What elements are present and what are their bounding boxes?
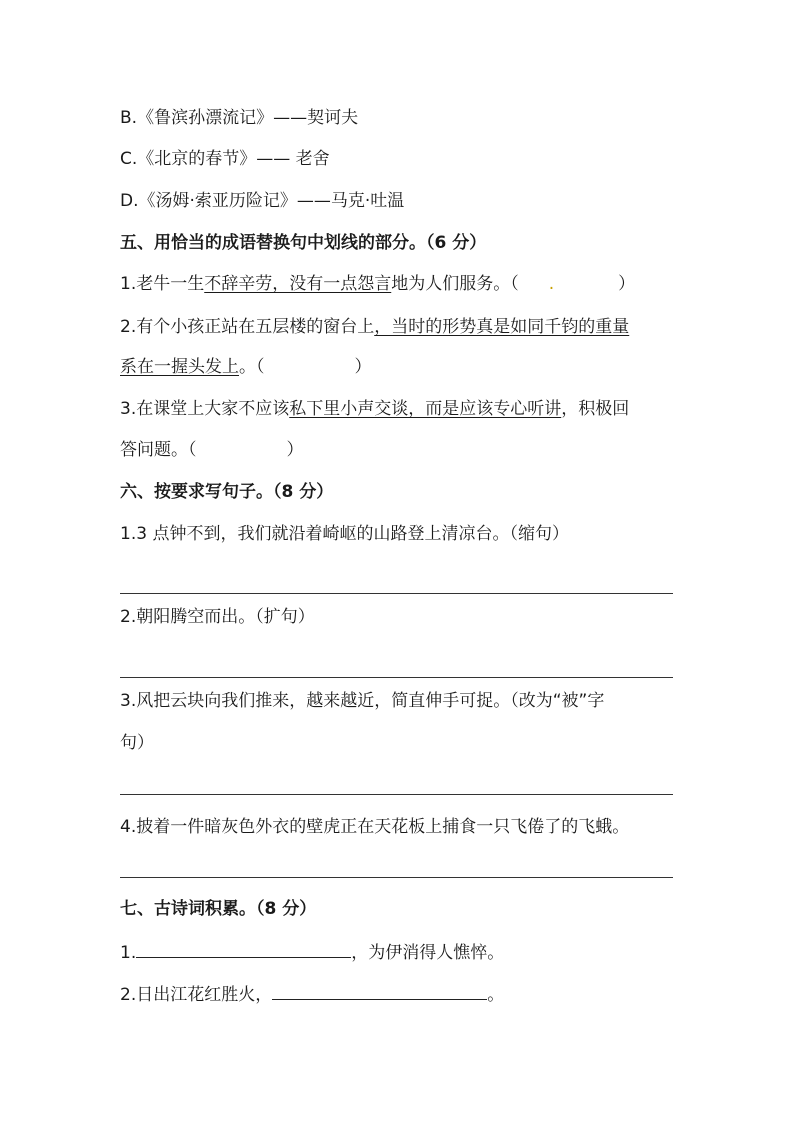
s7-q1-blank[interactable]: [136, 939, 351, 958]
section6-heading: 六、按要求写句子。（8 分）: [120, 482, 334, 502]
option-d: D.《汤姆·索亚历险记》——马克·吐温: [120, 191, 405, 211]
q3-underlined: 私下里小声交谈，而是应该专心听讲: [289, 399, 562, 419]
answer-line-4[interactable]: [120, 877, 673, 878]
q2-close: ）: [354, 357, 372, 377]
q1-post: 地为人们服务。（: [391, 274, 519, 294]
s7-q1-prefix: 1.: [120, 943, 137, 963]
q2-underlined-2: 系在一握头发上: [120, 357, 239, 377]
section5-q2-line2: [120, 355, 372, 379]
q2-underlined-1: ，当时的形势真是如同千钧的重量: [374, 317, 630, 337]
q3-close: ）: [286, 440, 304, 460]
q3-line2: 答问题。（: [120, 440, 197, 460]
section5-q3-line2: [120, 438, 304, 462]
s7-q2-prefix: 2.日出江花红胜火，: [120, 985, 273, 1005]
answer-line-1[interactable]: [120, 593, 673, 594]
q1-mark: .: [548, 274, 555, 294]
answer-line-3[interactable]: [120, 794, 673, 795]
s7-q2-blank[interactable]: [272, 981, 487, 1000]
q1-pre: 1.老牛一生: [120, 274, 205, 294]
q2-pre: 2.有个小孩正站在五层楼的窗台上: [120, 317, 375, 337]
s7-q2-suffix: 。: [487, 985, 505, 1005]
q2-post: 。（: [239, 357, 265, 377]
section7-heading: 七、古诗词积累。（8 分）: [120, 899, 317, 919]
section6-q3-line1: 3.风把云块向我们推来，越来越近，简直伸手可捉。（改为“被”字: [120, 691, 605, 711]
q3-pre: 3.在课堂上大家不应该: [120, 399, 290, 419]
section5-heading: 五、用恰当的成语替换句中划线的部分。（6 分）: [120, 233, 487, 253]
q3-post: ，积极回: [561, 399, 630, 419]
section7-q1: [120, 939, 504, 965]
answer-line-2[interactable]: [120, 677, 673, 678]
section7-q2: [120, 981, 504, 1007]
s7-q1-suffix: ，为伊消得人憔悴。: [351, 943, 505, 963]
option-c: C.《北京的春节》—— 老舍: [120, 149, 330, 169]
option-b: B.《鲁滨孙漂流记》——契诃夫: [120, 108, 359, 128]
section6-q4: 4.披着一件暗灰色外衣的壁虎正在天花板上捕食一只飞倦了的飞蛾。: [120, 817, 630, 837]
section6-q2: 2.朝阳腾空而出。（扩句）: [120, 607, 315, 627]
q1-close: ）: [618, 274, 636, 294]
section5-q3-line1: [120, 397, 629, 421]
section6-q1: 1.3 点钟不到，我们就沿着崎岖的山路登上清凉台。（缩句）: [120, 524, 569, 544]
section5-q2-line1: [120, 315, 629, 339]
section6-q3-line2: 句）: [120, 733, 154, 753]
section5-q1: [120, 272, 635, 296]
q1-underlined: 不辞辛劳，没有一点怨言: [204, 274, 392, 294]
